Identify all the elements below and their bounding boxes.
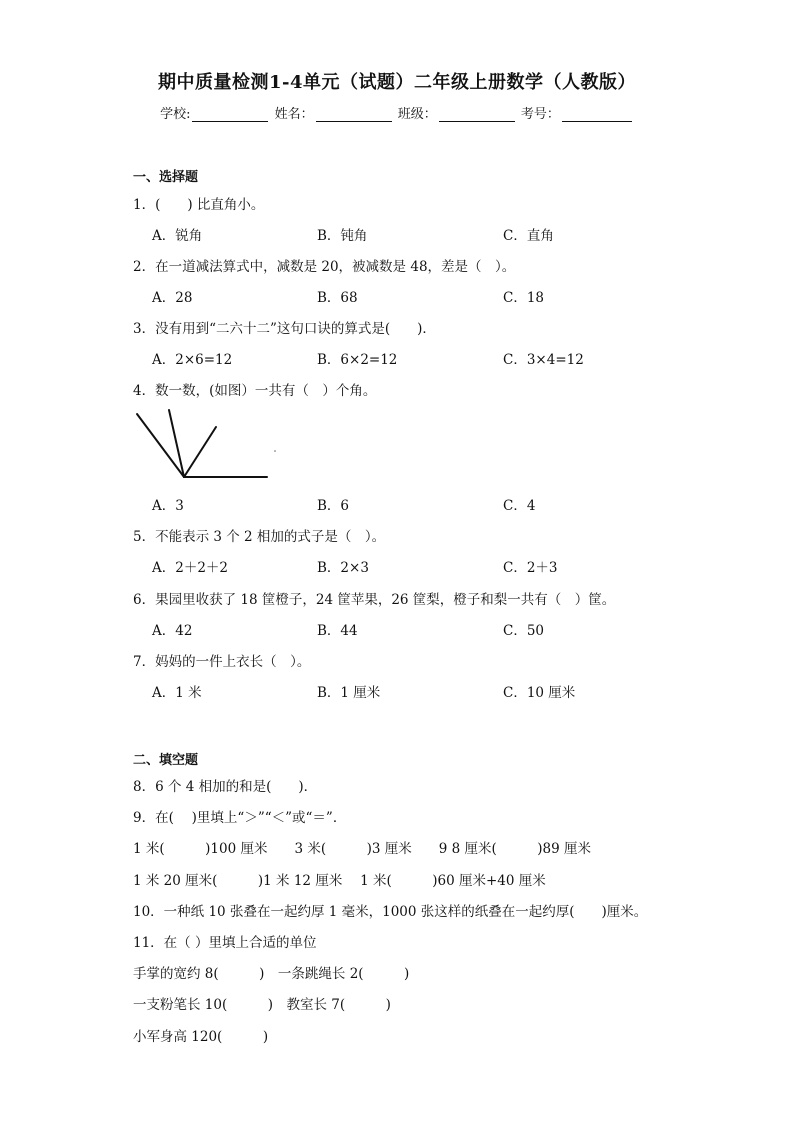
school-blank[interactable]	[192, 107, 268, 122]
q3-option-a[interactable]: A．2×6=12	[152, 352, 233, 368]
q3-option-b[interactable]: B．6×2=12	[317, 352, 398, 368]
q1-option-b[interactable]: B．钝角	[317, 228, 368, 244]
question-2: 2．在一道减法算式中，减数是 20，被减数是 48，差是（ ）。	[133, 259, 516, 275]
q9-compare-row-2: 1 米 20 厘米( )1 米 12 厘米 1 米( )60 厘米+40 厘米	[133, 873, 546, 889]
page-title: 期中质量检测1-4单元（试题）二年级上册数学（人教版）	[157, 72, 637, 93]
stray-dot	[274, 450, 276, 452]
question-11: 11．在（ ）里填上合适的单位	[133, 935, 317, 951]
name-blank[interactable]	[316, 107, 392, 122]
class-blank[interactable]	[439, 107, 515, 122]
question-3: 3．没有用到“二六十二”这句口诀的算式是( )．	[133, 321, 436, 337]
q7-option-b[interactable]: B．1 厘米	[317, 685, 381, 701]
q6-option-c[interactable]: C．50	[503, 623, 545, 639]
q4-option-b[interactable]: B．6	[317, 498, 350, 514]
school-label: 学校:	[160, 107, 191, 122]
q2-option-b[interactable]: B．68	[317, 290, 358, 306]
question-1: 1．( ) 比直角小。	[133, 197, 265, 213]
section-heading-choice: 一、选择题	[133, 170, 199, 185]
angles-figure	[130, 405, 280, 483]
question-5: 5．不能表示 3 个 2 相加的式子是（ ）。	[133, 529, 386, 545]
number-label: 考号：	[520, 107, 560, 122]
question-9: 9．在( )里填上“＞”“＜”或“＝”．	[133, 810, 347, 826]
question-4: 4．数一数，(如图）一共有（ ）个角。	[133, 383, 377, 399]
q3-option-c[interactable]: C．3×4=12	[503, 352, 584, 368]
q9-compare-row-1: 1 米( )100 厘米 3 米( )3 厘米 9 8 厘米( )89 厘米	[133, 841, 592, 857]
q7-option-c[interactable]: C．10 厘米	[503, 685, 576, 701]
q1-option-c[interactable]: C．直角	[503, 228, 554, 244]
name-label: 姓名：	[274, 107, 314, 122]
q6-option-b[interactable]: B．44	[317, 623, 358, 639]
q11-row-2: 一支粉笔长 10( ) 教室长 7( )	[133, 997, 391, 1013]
q1-option-a[interactable]: A．锐角	[152, 228, 203, 244]
question-10: 10．一种纸 10 张叠在一起约厚 1 毫米，1000 张这样的纸叠在一起约厚( )厘米。	[133, 904, 648, 920]
question-7: 7．妈妈的一件上衣长（ ）。	[133, 654, 311, 670]
q7-option-a[interactable]: A．1 米	[152, 685, 202, 701]
q4-option-a[interactable]: A．3	[152, 498, 184, 514]
q2-option-c[interactable]: C．18	[503, 290, 545, 306]
question-8: 8．6 个 4 相加的和是( )．	[133, 779, 318, 795]
q5-option-a[interactable]: A．2＋2＋2	[152, 560, 229, 576]
student-info-line	[0, 103, 794, 122]
q11-row-1: 手掌的宽约 8( ) 一条跳绳长 2( )	[133, 966, 410, 982]
section-heading-fill: 二、填空题	[133, 753, 199, 768]
q6-option-a[interactable]: A．42	[152, 623, 193, 639]
number-blank[interactable]	[562, 107, 632, 122]
class-label: 班级：	[397, 107, 437, 122]
question-6: 6．果园里收获了 18 筐橙子，24 筐苹果，26 筐梨，橙子和梨一共有（ ）筐。	[133, 592, 616, 608]
q2-option-a[interactable]: A．28	[152, 290, 193, 306]
q5-option-c[interactable]: C．2＋3	[503, 560, 558, 576]
q11-row-3: 小军身高 120( )	[133, 1029, 269, 1045]
ray-3	[184, 427, 216, 477]
q4-option-c[interactable]: C．4	[503, 498, 536, 514]
q5-option-b[interactable]: B．2×3	[317, 560, 369, 576]
